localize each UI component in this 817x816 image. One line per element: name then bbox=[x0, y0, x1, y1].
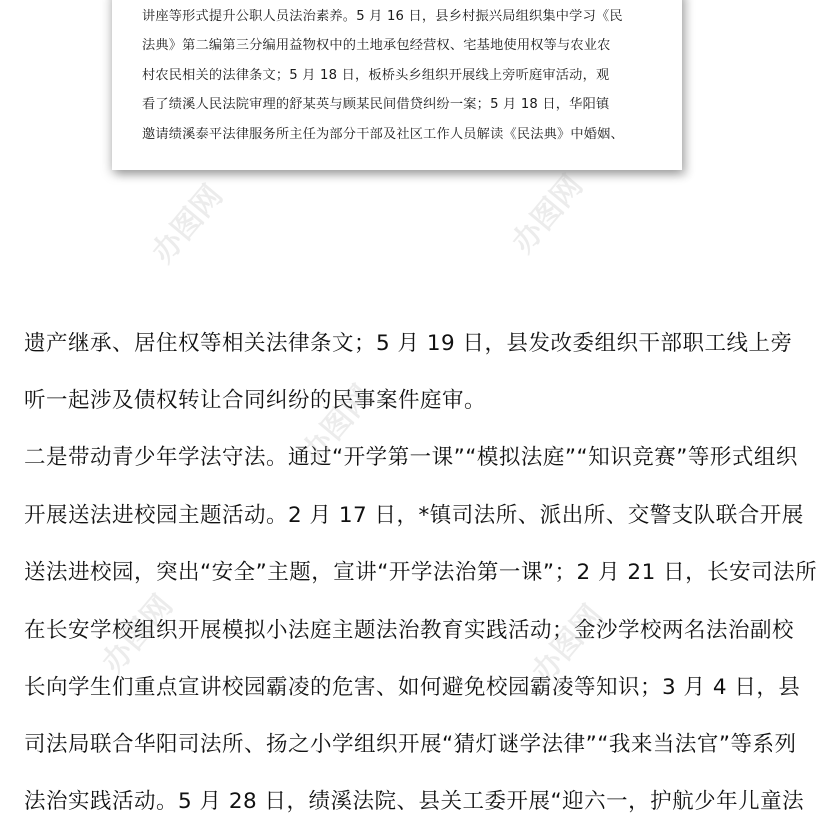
watermark: 办图网 bbox=[505, 168, 591, 260]
watermark: 办图网 bbox=[295, 378, 381, 470]
body-text-line: 二是带动青少年学法守法。通过“开学第一课”“模拟法庭”“知识竞赛”等形式组织 bbox=[24, 445, 798, 470]
body-text-line: 开展送法进校园主题活动。2 月 17 日，*镇司法所、派出所、交警支队联合开展 bbox=[24, 503, 804, 528]
excerpt-card bbox=[112, 0, 682, 170]
excerpt-line: 邀请绩溪泰平法律服务所主任为部分干部及社区工作人员解读《民法典》中婚姻、 bbox=[142, 127, 624, 142]
excerpt-line: 看了绩溪人民法院审理的舒某英与顾某民间借贷纠纷一案；5 月 18 日，华阳镇 bbox=[142, 97, 610, 112]
watermark: 办图网 bbox=[525, 598, 611, 690]
body-text-line: 法治实践活动。5 月 28 日，绩溪法院、县关工委开展“迎六一，护航少年儿童法 bbox=[24, 789, 805, 814]
body-text-line: 长向学生们重点宣讲校园霸凌的危害、如何避免校园霸凌等知识；3 月 4 日，县 bbox=[24, 675, 801, 700]
body-text-line: 送法进校园，突出“安全”主题，宣讲“开学法治第一课”；2 月 21 日，长安司法所 bbox=[24, 560, 817, 585]
excerpt-line: 法典》第二编第三分编用益物权中的土地承包经营权、宅基地使用权等与农业农 bbox=[142, 38, 611, 53]
watermark: 办图网 bbox=[145, 178, 231, 270]
excerpt-line: 讲座等形式提升公职人员法治素养。5 月 16 日，县乡村振兴局组织集中学习《民 bbox=[142, 9, 623, 24]
body-text-line: 在长安学校组织开展模拟小法庭主题法治教育实践活动；金沙学校两名法治副校 bbox=[24, 618, 795, 643]
excerpt-line: 村农民相关的法律条文；5 月 18 日，板桥头乡组织开展线上旁听庭审活动，观 bbox=[142, 68, 610, 83]
body-text-line: 听一起涉及债权转让合同纠纷的民事案件庭审。 bbox=[24, 388, 487, 413]
body-text-line: 遗产继承、居住权等相关法律条文；5 月 19 日，县发改委组织干部职工线上旁 bbox=[24, 331, 793, 356]
watermark: 办图网 bbox=[95, 588, 181, 680]
body-text-line: 司法局联合华阳司法所、扬之小学组织开展“猜灯谜学法律”“我来当法官”等系列 bbox=[24, 732, 797, 757]
